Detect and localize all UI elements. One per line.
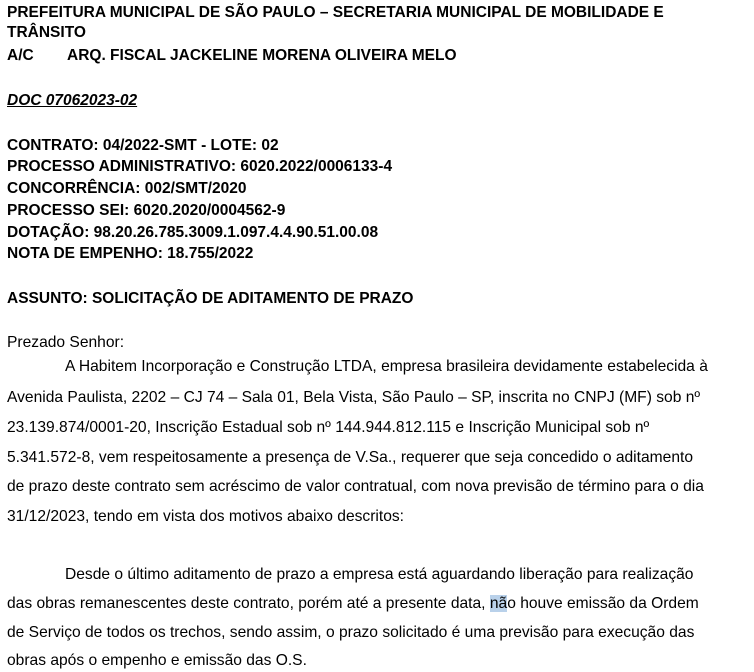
doc-reference: DOC 07062023-02 (7, 92, 138, 109)
attention-name: ARQ. FISCAL JACKELINE MORENA OLIVEIRA MELO (67, 47, 457, 64)
paragraph-1-line-4: 5.341.572-8, vem respeitosamente a presença de V.Sa., requerer que seja concedido o aditamento (7, 449, 693, 466)
paragraph-2-line-1: Desde o último aditamento de prazo a empresa está aguardando liberação para realização (65, 566, 694, 583)
subject-heading: ASSUNTO: SOLICITAÇÃO DE ADITAMENTO DE PRAZO (7, 290, 414, 307)
administrative-process: PROCESSO ADMINISTRATIVO: 6020.2022/0006133-4 (7, 158, 393, 175)
attention-line (7, 47, 457, 65)
paragraph-2-line-2-start: das obras remanescentes deste contrato, porém até a presente data, (7, 595, 490, 612)
paragraph-1-line-5: de prazo deste contrato sem acréscimo de valor contratual, com nova previsão de término para o dia (7, 478, 704, 495)
recipient-line-2: TRÂNSITO (7, 24, 86, 41)
sei-process: PROCESSO SEI: 6020.2020/0004562-9 (7, 202, 286, 219)
text-selection-highlight[interactable]: nã (489, 595, 508, 612)
contract-number: CONTRATO: 04/2022-SMT - LOTE: 02 (7, 137, 279, 154)
salutation: Prezado Senhor: (7, 334, 125, 351)
paragraph-2-line-2-end: o houve emissão da Ordem (507, 595, 699, 612)
recipient-line-1: PREFEITURA MUNICIPAL DE SÃO PAULO – SECRETARIA MUNICIPAL DE MOBILIDADE E (7, 4, 664, 21)
attention-label: A/C (7, 47, 34, 64)
paragraph-1-line-1: A Habitem Incorporação e Construção LTDA, empresa brasileira devidamente estabelecida à (65, 358, 708, 375)
paragraph-1-line-6: 31/12/2023, tendo em vista dos motivos abaixo descritos: (7, 508, 405, 525)
dotacao: DOTAÇÃO: 98.20.26.785.3009.1.097.4.4.90.51.00.08 (7, 224, 379, 241)
paragraph-2-line-3: de Serviço de todos os trechos, sendo assim, o prazo solicitado é uma previsão para execução das (7, 624, 695, 641)
paragraph-1-line-3: 23.139.874/0001-20, Inscrição Estadual sob nº 144.944.812.115 e Inscrição Municipal sob nº (7, 419, 650, 436)
paragraph-1-line-2: Avenida Paulista, 2202 – CJ 74 – Sala 01, Bela Vista, São Paulo – SP, inscrita no CNPJ (MF) sob nº (7, 389, 701, 406)
paragraph-2-line-4: obras após o empenho e emissão das O.S. (7, 652, 307, 669)
nota-empenho: NOTA DE EMPENHO: 18.755/2022 (7, 245, 254, 262)
paragraph-2-line-2 (7, 595, 699, 613)
concorrencia: CONCORRÊNCIA: 002/SMT/2020 (7, 180, 247, 197)
